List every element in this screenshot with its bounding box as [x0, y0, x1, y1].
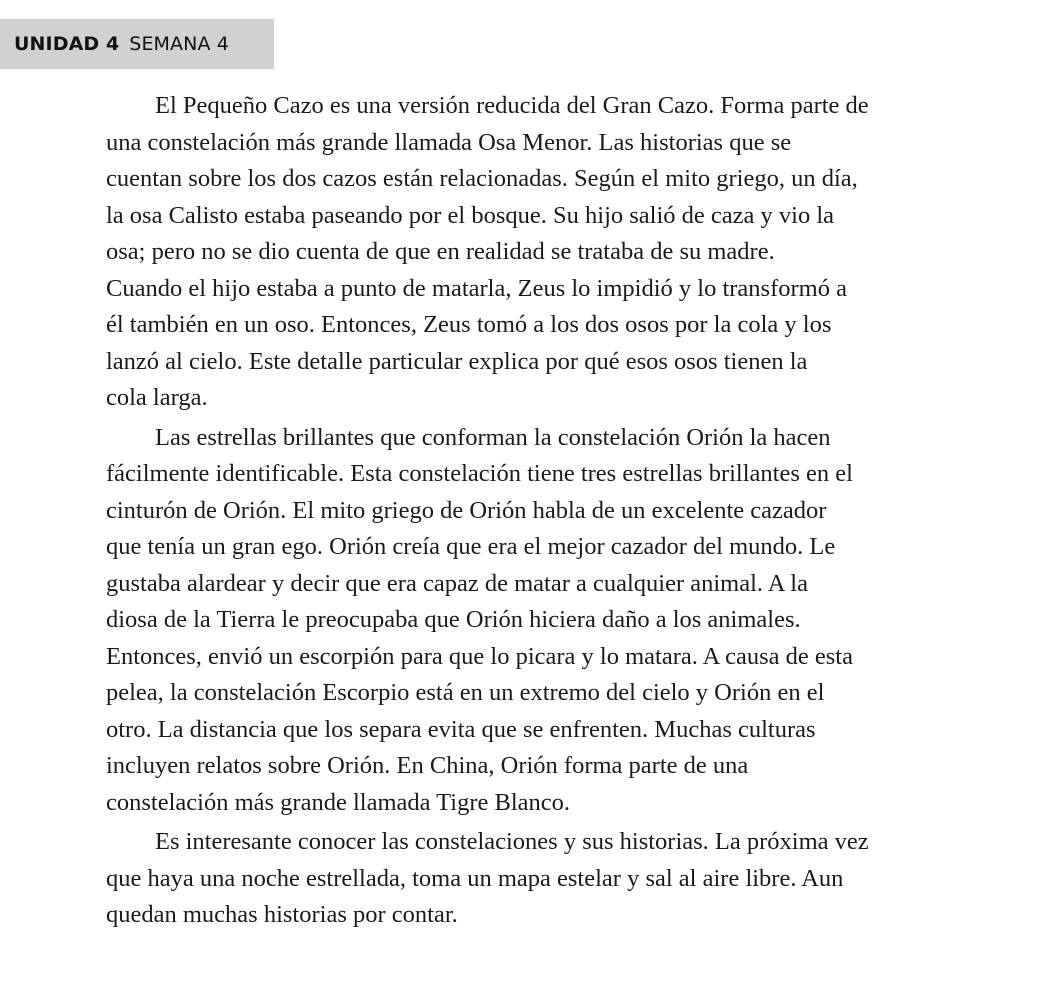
paragraph-orion — [106, 420, 1011, 822]
paragraph-line: fácilmente identificable. Esta constelación tiene tres estrellas brillantes en el — [106, 460, 853, 487]
paragraph-line: constelación más grande llamada Tigre Blanco. — [106, 788, 571, 816]
paragraph-line: incluyen relatos sobre Orión. En China, Orión forma parte de una — [106, 752, 749, 779]
paragraph-line: que tenía un gran ego. Orión creía que era el mejor cazador del mundo. Le — [106, 533, 836, 560]
paragraph-line: una constelación más grande llamada Osa Menor. Las historias que se — [106, 128, 792, 156]
paragraph-line: Las estrellas brillantes que conforman la constelación Orión la hacen — [155, 423, 831, 451]
paragraph-line: cuentan sobre los dos cazos están relacionadas. Según el mito griego, un día, — [106, 165, 858, 192]
week-label: SEMANA 4 — [129, 33, 229, 55]
paragraph-line: Entonces, envió un escorpión para que lo picara y lo matara. A causa de esta — [106, 642, 853, 670]
paragraph-line: cinturón de Orión. El mito griego de Orión habla de un excelente cazador — [106, 496, 827, 524]
paragraph-line: la osa Calisto estaba paseando por el bosque. Su hijo salió de caza y vio la — [106, 201, 835, 229]
paragraph-line: que haya una noche estrellada, toma un mapa estelar y sal al aire libre. Aun — [106, 864, 844, 892]
paragraph-conclusion — [106, 824, 1011, 934]
unit-week-header — [0, 19, 274, 69]
paragraph-line: gustaba alardear y decir que era capaz de matar a cualquier animal. A la — [106, 569, 808, 597]
paragraph-line: otro. La distancia que los separa evita que se enfrenten. Muchas culturas — [106, 715, 816, 743]
article-body — [106, 88, 1011, 934]
paragraph-line: él también en un oso. Entonces, Zeus tomó a los dos osos por la cola y los — [106, 311, 832, 338]
paragraph-line: cola larga. — [106, 384, 208, 411]
paragraph-line: pelea, la constelación Escorpio está en un extremo del cielo y Orión en el — [106, 679, 825, 706]
paragraph-line: diosa de la Tierra le preocupaba que Orión hiciera daño a los animales. — [106, 606, 801, 633]
paragraph-line: quedan muchas historias por contar. — [106, 901, 458, 928]
paragraph-line: osa; pero no se dio cuenta de que en realidad se trataba de su madre. — [106, 238, 775, 265]
paragraph-line: Cuando el hijo estaba a punto de matarla, Zeus lo impidió y lo transformó a — [106, 274, 847, 302]
paragraph-line: lanzó al cielo. Este detalle particular explica por qué esos osos tienen la — [106, 347, 808, 375]
unit-label: UNIDAD 4 — [14, 33, 120, 55]
paragraph-line: Es interesante conocer las constelaciones y sus historias. La próxima vez — [155, 828, 869, 855]
paragraph-small-dipper — [106, 88, 1011, 417]
paragraph-line: El Pequeño Cazo es una versión reducida del Gran Cazo. Forma parte de — [155, 92, 869, 119]
